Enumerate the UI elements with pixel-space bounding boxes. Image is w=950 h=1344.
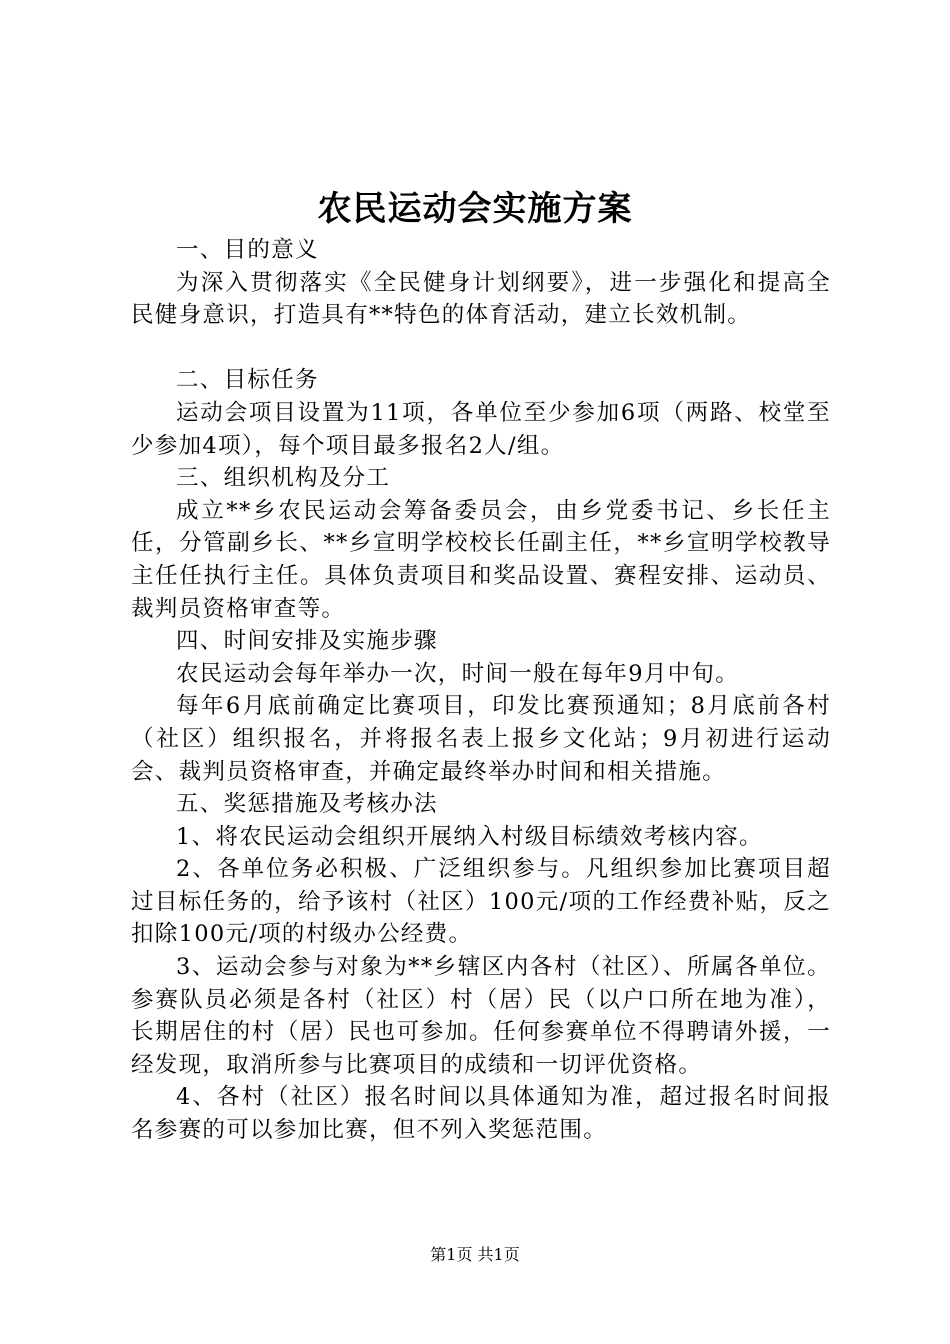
paragraph-schedule-frequency: 农民运动会每年举办一次，时间一般在每年9月中旬。 <box>176 660 740 687</box>
section-heading-goals: 二、目标任务 <box>176 367 319 394</box>
document-title: 农民运动会实施方案 <box>317 189 633 229</box>
section-heading-schedule: 四、时间安排及实施步骤 <box>176 628 438 655</box>
paragraph-goals: 运动会项目设置为11项，各单位至少参加6项（两路、校堂至少参加4项），每个项目最多报名2人/组。 <box>131 399 831 459</box>
paragraph-purpose: 为深入贯彻落实《全民健身计划纲要》，进一步强化和提高全民健身意识，打造具有**特色的体育活动，建立长效机制。 <box>131 269 831 329</box>
paragraph-schedule-steps: 每年6月底前确定比赛项目，印发比赛预通知；8月底前各村（社区）组织报名，并将报名表上报乡文化站；9月初进行运动会、裁判员资格审查，并确定最终举办时间和相关措施。 <box>131 693 831 785</box>
paragraph-rewards-3: 3、运动会参与对象为**乡辖区内各村（社区）、所属各单位。参赛队员必须是各村（社区）村（居）民（以户口所在地为准），长期居住的村（居）民也可参加。任何参赛单位不得聘请外援，一经发现，取消所参与比赛项目的成绩和一切评优资格。 <box>131 954 831 1078</box>
paragraph-rewards-1: 1、将农民运动会组织开展纳入村级目标绩效考核内容。 <box>176 823 763 850</box>
section-heading-organization: 三、组织机构及分工 <box>176 465 391 492</box>
page-footer: 第1页 共1页 <box>430 1245 520 1264</box>
document-body <box>131 234 831 1147</box>
section-heading-purpose: 一、目的意义 <box>176 237 319 263</box>
paragraph-organization: 成立**乡农民运动会筹备委员会，由乡党委书记、乡长任主任，分管副乡长、**乡宣明学校校长任副主任，**乡宣明学校教导主任任执行主任。具体负责项目和奖品设置、赛程安排、运动员、裁判员资格审查等。 <box>131 497 831 622</box>
section-heading-rewards: 五、奖惩措施及考核办法 <box>176 791 438 818</box>
paragraph-rewards-4: 4、各村（社区）报名时间以具体通知为准，超过报名时间报名参赛的可以参加比赛，但不列入奖惩范围。 <box>131 1084 831 1144</box>
paragraph-rewards-2: 2、各单位务必积极、广泛组织参与。凡组织参加比赛项目超过目标任务的，给予该村（社区）100元/项的工作经费补贴，反之扣除100元/项的村级办公经费。 <box>131 856 831 948</box>
